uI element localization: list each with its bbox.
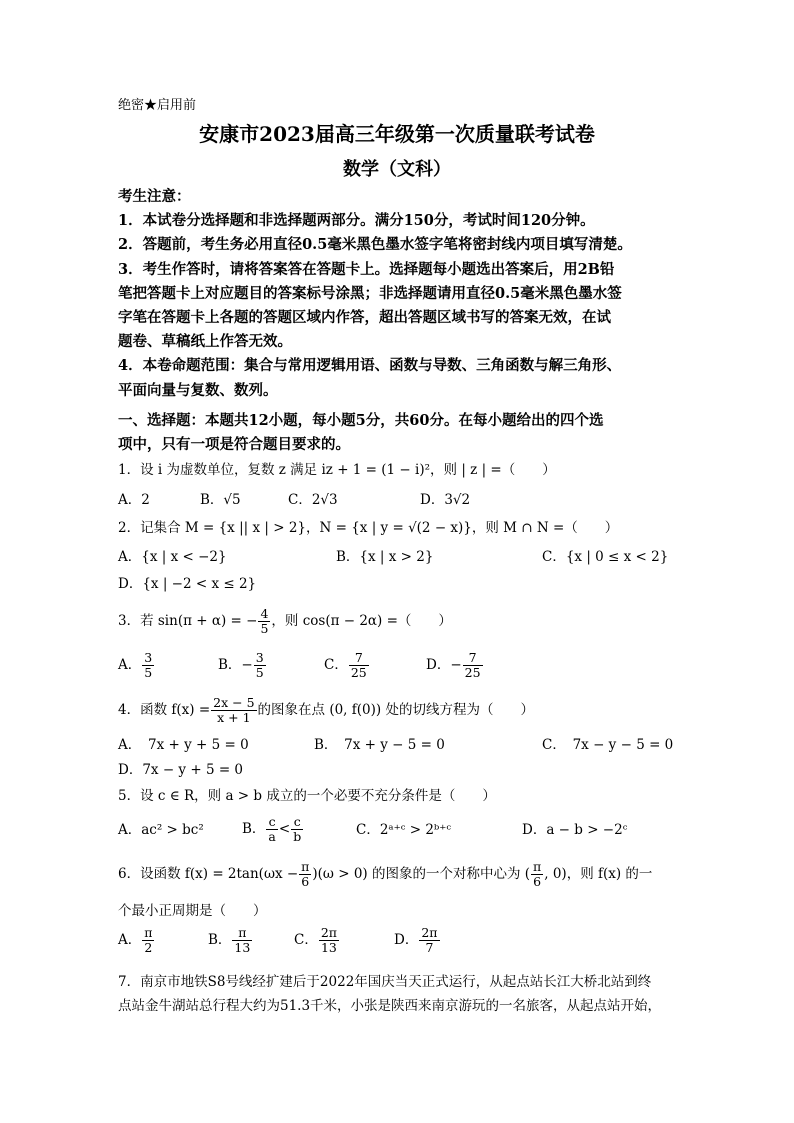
section-heading-choice	[118, 409, 688, 457]
section-heading-line: 项中，只有一项是符合题目要求的。	[118, 436, 350, 453]
denominator: 25	[464, 665, 481, 680]
option-a: A．2	[118, 492, 150, 508]
numerator: 7	[463, 651, 483, 666]
option-label: C．	[294, 932, 318, 948]
option-d: D．a − b > −2ᶜ	[522, 822, 628, 838]
fraction	[463, 651, 483, 680]
note-line: 1．本试卷分选择题和非选择题两部分。满分150分，考试时间120分钟。	[118, 212, 595, 230]
option-label: A．	[118, 657, 142, 673]
less-than-sign: <	[278, 821, 291, 837]
stem-text: 的图象在点 (0, f(0)) 处的切线方程为（ ）	[257, 702, 534, 718]
exam-subtitle: 数学（文科）	[343, 159, 451, 180]
denominator: 5	[255, 665, 264, 680]
numerator: 3	[144, 650, 153, 665]
numerator: π	[301, 859, 310, 874]
stem-text: , 0)，则 f(x) 的一	[544, 866, 653, 882]
denominator: 5	[260, 621, 269, 636]
option-a: A． 7x + y + 5 = 0	[118, 737, 249, 753]
note-line: 平面向量与复数、数列。	[118, 381, 278, 399]
denominator: b	[293, 829, 302, 844]
section-heading-line: 一、选择题：本题共12小题，每小题5分，共60分。在每小题给出的四个选	[118, 412, 604, 429]
note-line: 字笔在答题卡上各题的答题区域内作答，超出答题区域书写的答案无效，在试	[118, 309, 611, 327]
stem-line: 点站金牛湖站总行程大约为51.3千米，小张是陕西来南京游玩的一名旅客，从起点站开始，	[118, 998, 662, 1014]
option-b	[218, 651, 267, 680]
fraction	[319, 926, 339, 955]
option-c	[294, 926, 340, 955]
denominator: 6	[533, 874, 542, 889]
fraction	[266, 815, 277, 844]
numerator: c	[291, 815, 303, 830]
denominator: 13	[234, 940, 251, 955]
numerator: π	[144, 925, 153, 940]
option-c: C．2√3	[288, 492, 338, 508]
question-5-stem: 5．设 c ∈ R，则 a > b 成立的一个必要不充分条件是（ ）	[118, 788, 496, 804]
stem-text: 6．设函数 f(x) = 2tan(ωx −	[118, 866, 299, 882]
question-4-option-d: D．7x − y + 5 = 0	[118, 762, 244, 778]
option-b	[208, 926, 253, 955]
denominator: 25	[350, 665, 367, 680]
option-d	[394, 926, 441, 955]
question-6-stem-line2: 个最小正周期是（ ）	[118, 903, 267, 919]
fraction	[291, 815, 303, 844]
numerator: π	[533, 859, 542, 874]
numerator: 4	[260, 606, 269, 621]
numerator: 2x − 5	[213, 695, 255, 710]
numerator: π	[232, 926, 252, 941]
stem-text: 4．函数 f(x) =	[118, 702, 211, 718]
denominator: x + 1	[217, 710, 251, 725]
option-a	[118, 926, 155, 955]
notes-heading: 考生注意：	[118, 188, 191, 205]
denominator: 5	[144, 665, 153, 680]
option-b	[242, 815, 304, 844]
question-6-options	[118, 926, 688, 962]
note-line: 2．答题前，考生务必用直径0.5毫米黑色墨水签字笔将密封线内项目填写清楚。	[118, 236, 632, 254]
note-line: 题卷、草稿纸上作答无效。	[118, 333, 292, 351]
option-label: A．	[118, 932, 142, 948]
stem-line: 7．南京市地铁S8号线经扩建后于2022年国庆当天正式运行，从起点站长江大桥北站到终	[118, 974, 652, 990]
question-4-stem	[118, 696, 688, 725]
option-sign: −	[241, 657, 253, 673]
fraction	[531, 860, 543, 889]
option-c: C． 7x − y − 5 = 0	[542, 737, 674, 753]
option-a: A．ac² > bc²	[118, 822, 204, 838]
note-line: 4．本卷命题范围：集合与常用逻辑用语、函数与导数、三角函数与解三角形、	[118, 357, 622, 375]
exam-title: 安康市2023届高三年级第一次质量联考试卷	[199, 122, 595, 146]
denominator: 2	[144, 940, 153, 955]
fraction	[142, 651, 154, 680]
stem-text: 3．若 sin(π + α) = −	[118, 613, 258, 629]
fraction	[232, 926, 252, 955]
option-b: B． 7x + y − 5 = 0	[314, 737, 445, 753]
option-d: D．3√2	[420, 492, 471, 508]
numerator: 7	[349, 651, 369, 666]
denominator: 6	[301, 874, 310, 889]
candidate-notes	[118, 185, 683, 403]
option-label: D．	[426, 657, 451, 673]
numerator: 2π	[320, 925, 338, 940]
fraction	[142, 926, 154, 955]
note-line: 3．考生作答时，请将答案答在答题卡上。选择题每小题选出答案后，用2B铅	[118, 260, 615, 278]
stem-text: ，则 cos(π − 2α) =（ ）	[271, 613, 452, 629]
option-a: A．{x | x < −2}	[118, 549, 227, 565]
denominator: 13	[320, 940, 337, 955]
denominator: 7	[425, 940, 434, 955]
option-label: C．	[324, 657, 348, 673]
question-5-options	[118, 815, 688, 851]
numerator: 3	[255, 650, 264, 665]
option-label: D．	[394, 932, 419, 948]
question-3-options	[118, 651, 688, 687]
question-2-stem: 2．记集合 M = {x || x | > 2}，N = {x | y = √(2 − x)}，则 M ∩ N =（ ）	[118, 520, 619, 536]
option-b: B．{x | x > 2}	[336, 549, 434, 565]
option-c: C．{x | 0 ≤ x < 2}	[542, 549, 669, 565]
fraction	[258, 607, 270, 636]
question-7-stem	[118, 970, 688, 1018]
fraction	[254, 651, 266, 680]
option-label: B．	[218, 657, 242, 673]
question-1-stem: 1．设 i 为虚数单位，复数 z 满足 iz + 1 = (1 − i)²，则 | z | =（ ）	[118, 462, 556, 478]
option-b: B．√5	[200, 492, 241, 508]
denominator: a	[268, 829, 276, 844]
numerator: 2π	[421, 925, 438, 940]
option-c: C．2ᵃ⁺ᶜ > 2ᵇ⁺ᶜ	[356, 822, 452, 838]
fraction	[419, 926, 439, 955]
numerator: c	[266, 815, 277, 830]
option-c	[324, 651, 370, 680]
option-label: B．	[242, 821, 266, 837]
option-d	[426, 651, 484, 680]
stem-text: )(ω > 0) 的图象的一个对称中心为 (	[312, 866, 531, 882]
question-6-stem	[118, 860, 688, 889]
question-2-option-d: D．{x | −2 < x ≤ 2}	[118, 576, 257, 592]
option-label: B．	[208, 932, 232, 948]
option-sign: −	[450, 657, 462, 673]
fraction	[211, 696, 256, 725]
fraction	[299, 860, 311, 889]
option-a	[118, 651, 155, 680]
confidential-label: 绝密★启用前	[118, 98, 197, 113]
note-line: 笔把答题卡上对应题目的答案标号涂黑；非选择题请用直径0.5毫米黑色墨水签	[118, 284, 622, 302]
question-3-stem	[118, 607, 688, 636]
fraction	[349, 651, 369, 680]
